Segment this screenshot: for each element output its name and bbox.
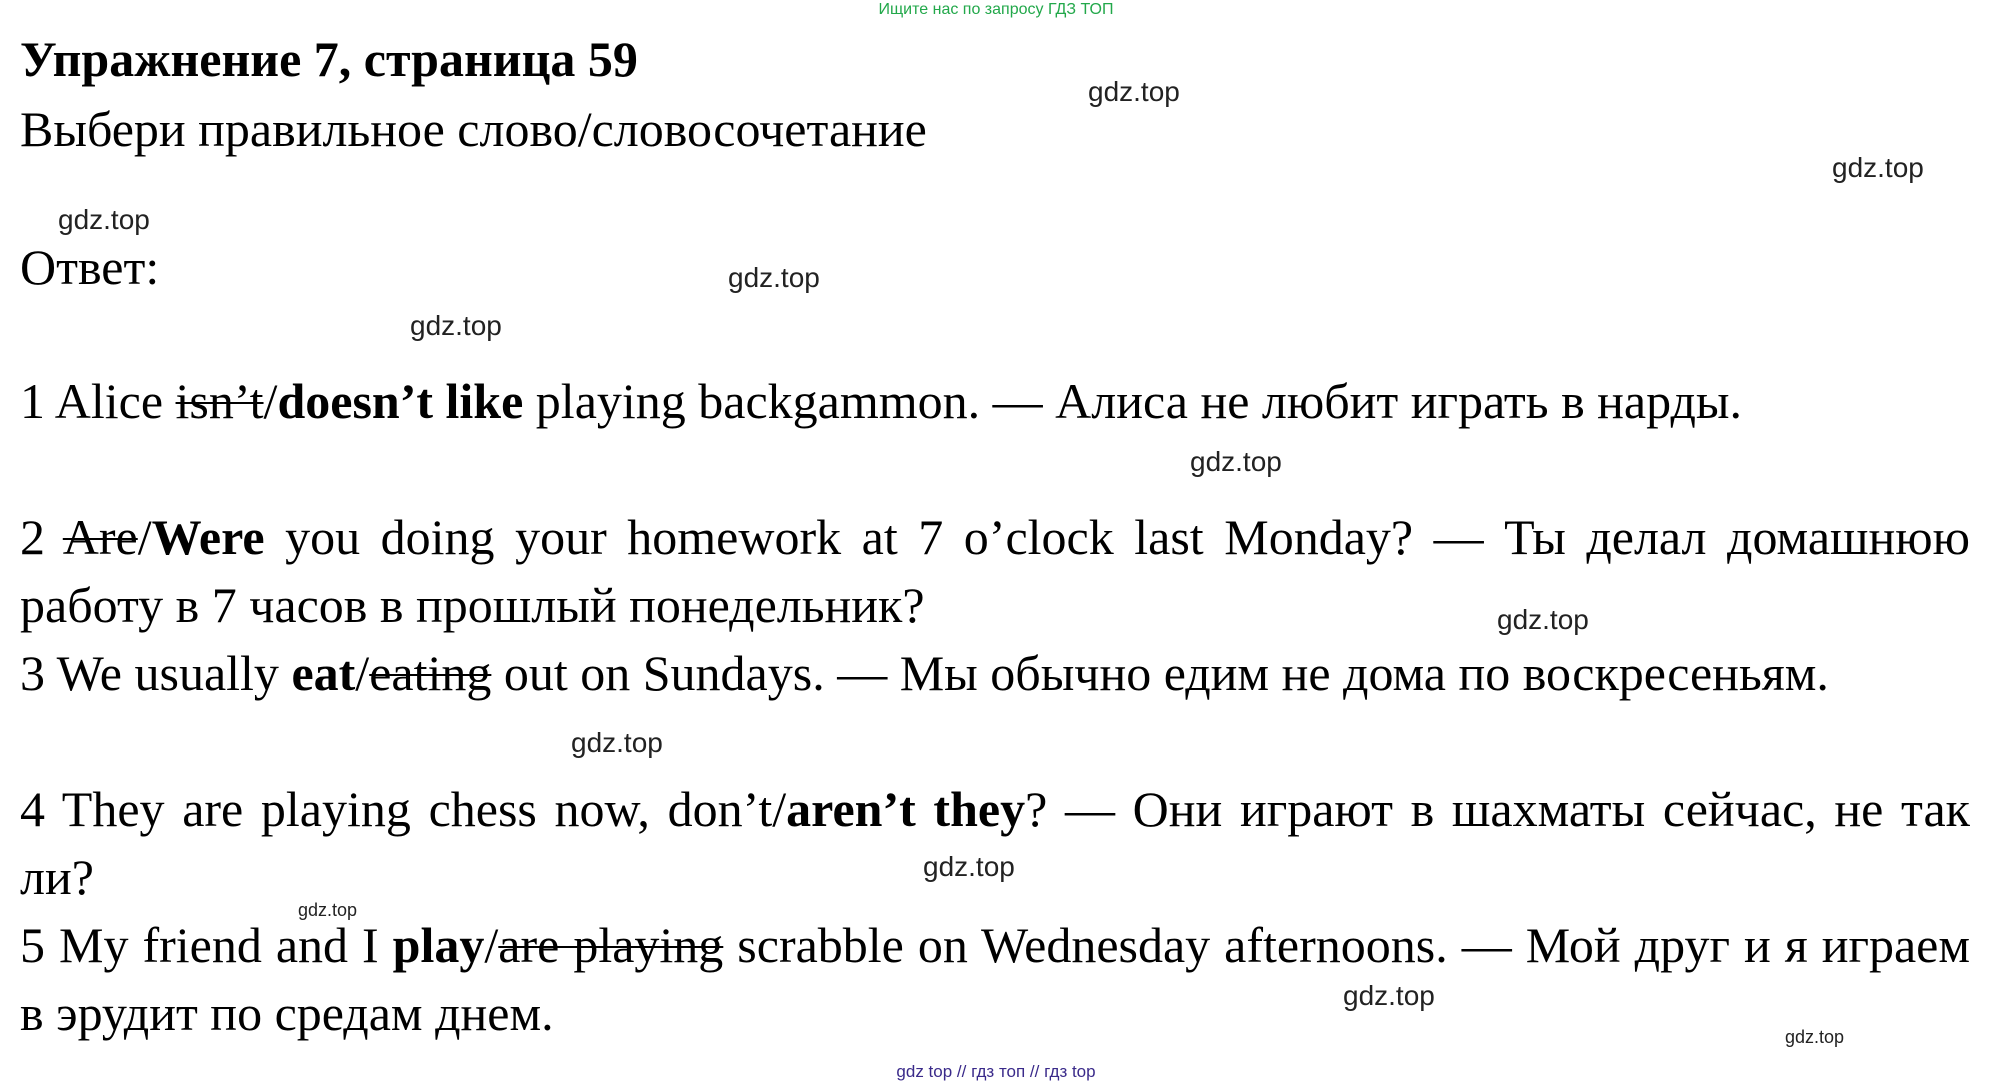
answer-item-3 xyxy=(20,639,1970,707)
item-text-after: scrabble on Wednesday afternoons. — Мой друг и я играем в эрудит по средам днем. xyxy=(20,917,1970,1041)
answer-item-1 xyxy=(20,367,1970,435)
item-text-before: We usually xyxy=(56,645,292,701)
item-number: 3 xyxy=(20,645,45,701)
answer-item-5 xyxy=(20,911,1970,1047)
rejected-option: eating xyxy=(369,645,492,701)
item-text-before: Alice xyxy=(54,373,176,429)
option-separator: / xyxy=(355,645,370,701)
correct-option: doesn’t like xyxy=(277,373,524,429)
watermark: gdz.top xyxy=(58,204,150,235)
footer-links: gdz top // гдз топ // гдз top xyxy=(896,1062,1096,1081)
watermark: gdz.top xyxy=(1343,980,1435,1011)
watermark: gdz.top xyxy=(1785,1027,1845,1047)
item-number: 4 xyxy=(20,781,45,837)
item-number: 1 xyxy=(20,373,45,429)
option-separator: / xyxy=(137,509,152,565)
rejected-option: don’t xyxy=(667,781,773,837)
correct-option: play xyxy=(392,917,485,973)
item-text-after: out on Sundays. — Мы обычно едим не дома по воскресеньям. xyxy=(491,645,1829,701)
answer-label: Ответ: xyxy=(20,239,160,295)
watermark: gdz.top xyxy=(1832,152,1924,183)
item-number: 5 xyxy=(20,917,45,973)
item-text-after: playing backgammon. — Алиса не любит играть в нарды. xyxy=(523,373,1742,429)
rejected-option: are playing xyxy=(498,917,724,973)
item-text-before: My friend and I xyxy=(59,917,393,973)
answer-item-2 xyxy=(20,503,1970,639)
watermark: gdz.top xyxy=(1088,76,1180,107)
item-text-before: They are playing chess now, xyxy=(61,781,668,837)
correct-option: aren’t they xyxy=(786,781,1026,837)
watermark: gdz.top xyxy=(1190,446,1282,477)
option-separator: / xyxy=(772,781,787,837)
watermark: gdz.top xyxy=(923,851,1015,882)
exercise-title: Упражнение 7, страница 59 xyxy=(20,31,638,87)
item-text-after: ? — Они играют в шахматы сейчас, не так ли? xyxy=(20,781,1970,905)
rejected-option: Are xyxy=(62,509,138,565)
item-number: 2 xyxy=(20,509,45,565)
correct-option: eat xyxy=(291,645,356,701)
exercise-subtitle: Выбери правильное слово/словосочетание xyxy=(20,101,927,157)
option-separator: / xyxy=(484,917,499,973)
watermark: gdz.top xyxy=(410,310,502,341)
watermark: gdz.top xyxy=(728,262,820,293)
watermark: gdz.top xyxy=(571,727,663,758)
rejected-option: isn’t xyxy=(175,373,264,429)
option-separator: / xyxy=(263,373,278,429)
watermark: gdz.top xyxy=(298,900,358,920)
answer-item-4 xyxy=(20,775,1970,911)
correct-option: Were xyxy=(151,509,265,565)
item-text-after: you doing your homework at 7 o’clock last Monday? — Ты делал домашнюю работу в 7 часов в прошлый понедельник? xyxy=(20,509,1970,633)
top-note: Ищите нас по запросу ГДЗ ТОП xyxy=(878,1,1114,18)
watermark: gdz.top xyxy=(1497,604,1589,635)
